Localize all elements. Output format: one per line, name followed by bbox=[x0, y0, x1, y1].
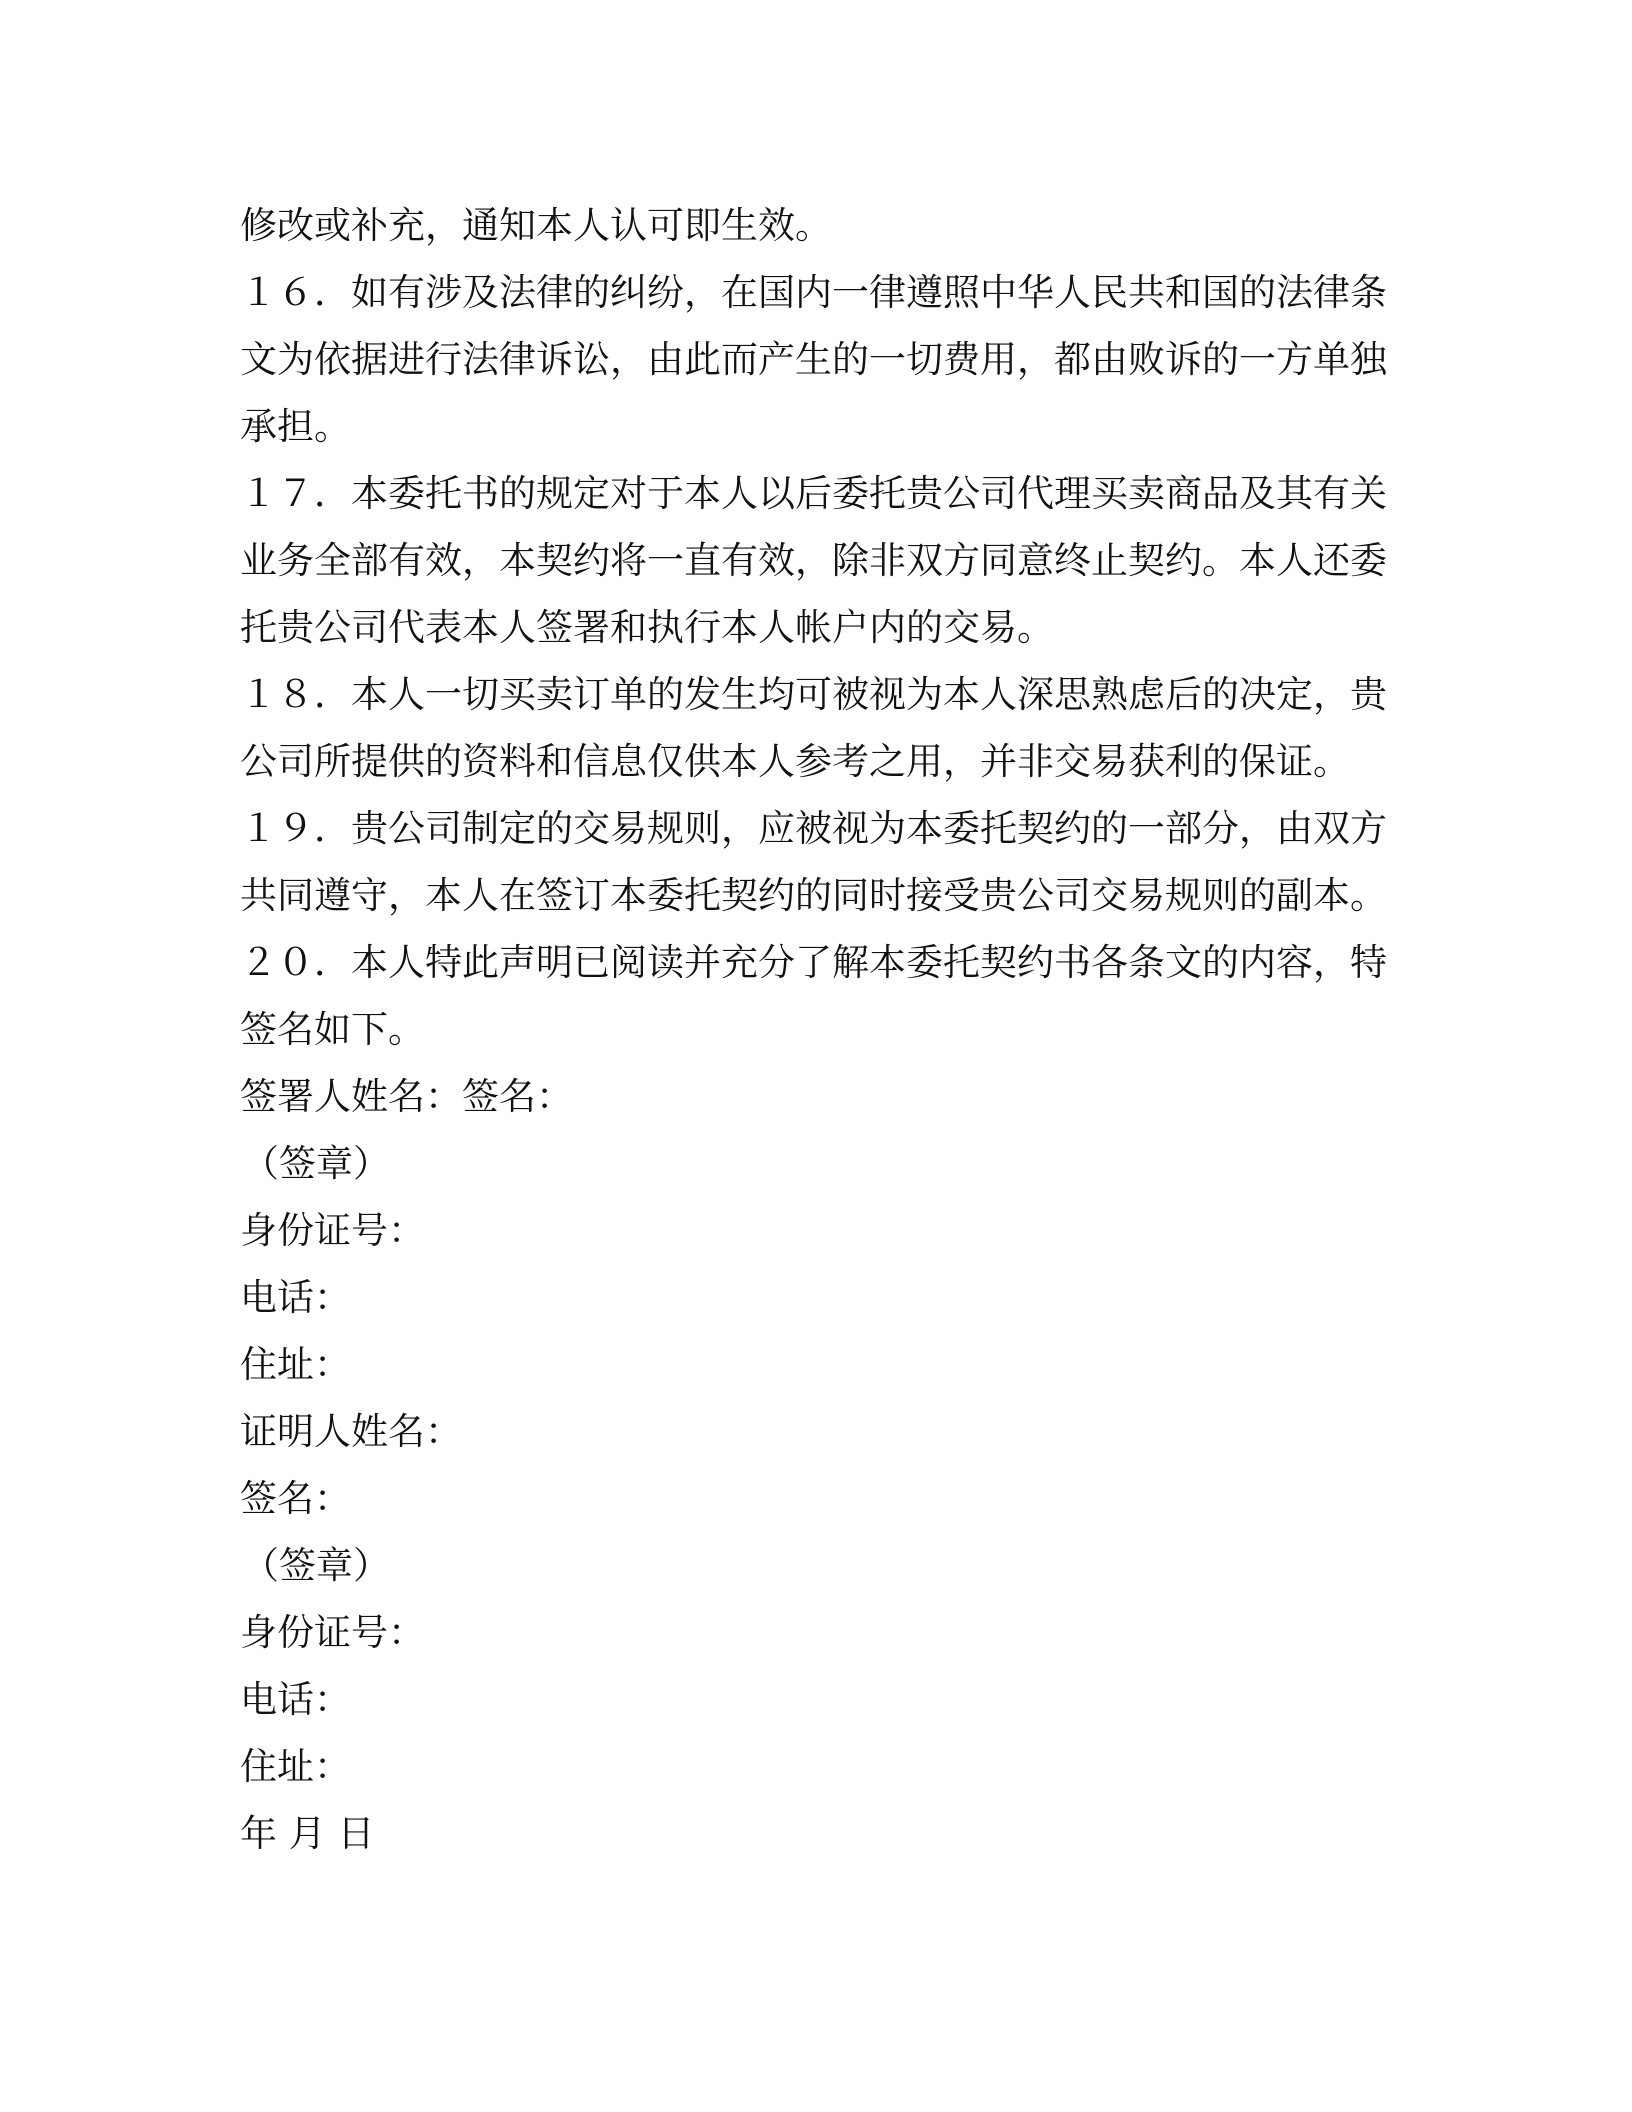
clause-17-line-1: １７．本委托书的规定对于本人以后委托贵公司代理买卖商品及其有关 bbox=[240, 472, 1387, 515]
clause-16-line-1: １６．如有涉及法律的纠纷，在国内一律遵照中华人民共和国的法律条 bbox=[240, 271, 1387, 314]
signer-name-label: 签署人姓名：签名： bbox=[240, 1075, 573, 1118]
clause-18-line-1: １８．本人一切买卖订单的发生均可被视为本人深思熟虑后的决定，贵 bbox=[240, 673, 1387, 716]
clause-17-line-2: 业务全部有效，本契约将一直有效，除非双方同意终止契约。本人还委 bbox=[240, 539, 1387, 582]
clause-15-continuation: 修改或补充，通知本人认可即生效。 bbox=[240, 204, 832, 247]
clause-17-line-3: 托贵公司代表本人签署和执行本人帐户内的交易。 bbox=[240, 606, 1054, 649]
witness-name-label: 证明人姓名： bbox=[240, 1410, 462, 1453]
clause-16-line-3: 承担。 bbox=[240, 405, 351, 448]
clause-20-line-1: ２０．本人特此声明已阅读并充分了解本委托契约书各条文的内容，特 bbox=[240, 941, 1387, 984]
witness-signature-label: 签名： bbox=[240, 1477, 351, 1520]
witness-address-label: 住址： bbox=[240, 1745, 351, 1788]
signer-address-label: 住址： bbox=[240, 1343, 351, 1386]
witness-id-label: 身份证号： bbox=[240, 1611, 425, 1654]
clause-16-line-2: 文为依据进行法律诉讼，由此而产生的一切费用，都由败诉的一方单独 bbox=[240, 338, 1387, 381]
clause-19-line-2: 共同遵守，本人在签订本委托契约的同时接受贵公司交易规则的副本。 bbox=[240, 874, 1387, 917]
date-label: 年 月 日 bbox=[240, 1812, 375, 1855]
clause-19-line-1: １９．贵公司制定的交易规则，应被视为本委托契约的一部分，由双方 bbox=[240, 807, 1387, 850]
signer-phone-label: 电话： bbox=[240, 1276, 351, 1319]
document-body bbox=[240, 192, 1390, 1867]
clause-20-line-2: 签名如下。 bbox=[240, 1008, 425, 1051]
signer-id-label: 身份证号： bbox=[240, 1209, 425, 1252]
signer-seal-label: （签章） bbox=[242, 1142, 390, 1185]
witness-phone-label: 电话： bbox=[240, 1678, 351, 1721]
witness-seal-label: （签章） bbox=[242, 1544, 390, 1587]
clause-18-line-2: 公司所提供的资料和信息仅供本人参考之用，并非交易获利的保证。 bbox=[240, 740, 1350, 783]
